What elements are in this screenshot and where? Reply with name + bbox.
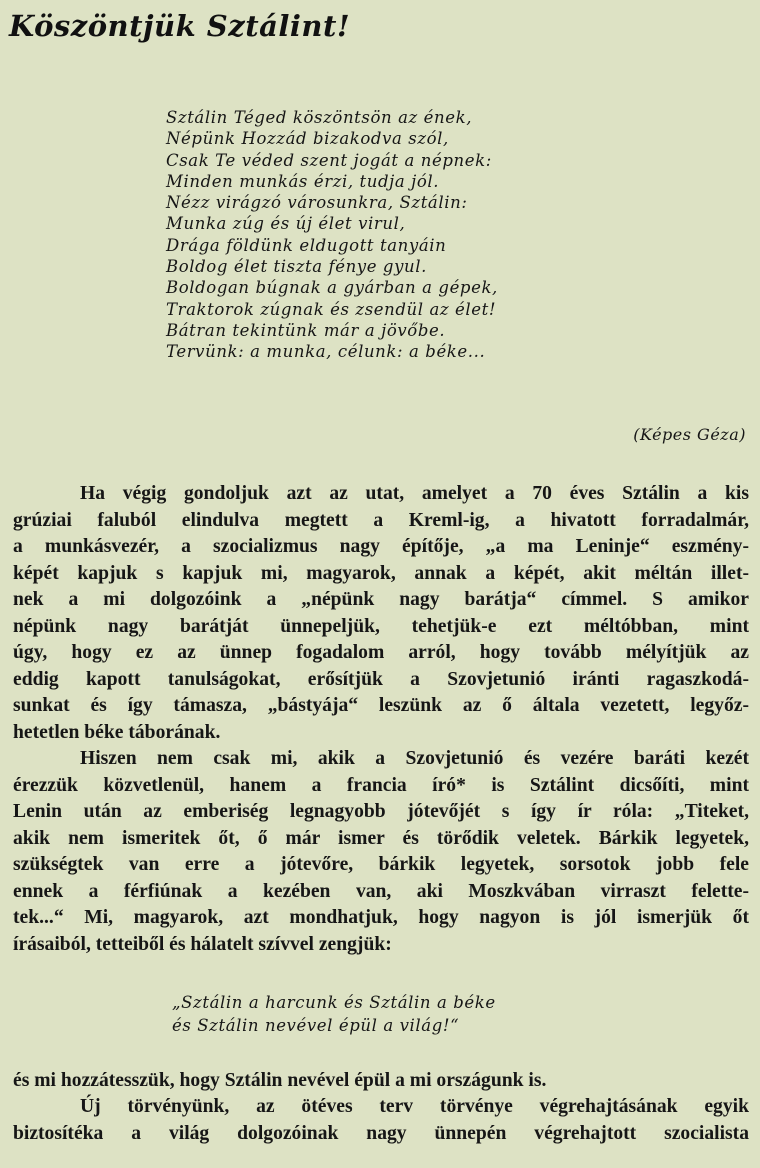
paragraph-line: és mi hozzátesszük, hogy Sztálin nevével épül a mi országunk is.: [13, 1070, 547, 1091]
poem-line: Csak Te véded szent jogát a népnek:: [166, 150, 492, 170]
article-title: Köszöntjük Sztálint!: [9, 9, 351, 43]
poem-line: Minden munkás érzi, tudja jól.: [166, 171, 440, 191]
poem-line: Bátran tekintünk már a jövőbe.: [166, 320, 446, 340]
paragraph-1: [13, 481, 749, 746]
paragraph-line: grúziai faluból elindulva megtett a Kreml-ig, a hivatott forradalmár,: [13, 509, 749, 531]
paragraph-line: Lenin után az emberiség legnagyobb jótevőjét s így ír róla: „Titeket,: [13, 801, 749, 822]
paragraph-line: ennek a férfiúnak a kezében van, aki Moszkvában virraszt felette-: [13, 880, 749, 902]
paragraph-4: [13, 1094, 749, 1147]
quote-line: „Sztálin a harcunk és Sztálin a béke: [172, 993, 496, 1012]
quote-line: és Sztálin nevével épül a világ!“: [172, 1016, 460, 1035]
paragraph-line: Ha végig gondoljuk azt az utat, amelyet a 70 éves Sztálin a kis: [80, 483, 749, 504]
poem-line: Nézz virágzó városunkra, Sztálin:: [166, 193, 468, 213]
poem-attribution: (Képes Géza): [633, 425, 746, 444]
poem-line: Traktorok zúgnak és zsendül az élet!: [166, 299, 497, 319]
paragraph-line: tek...“ Mi, magyarok, azt mondhatjuk, hogy nagyon is jól ismerjük őt: [13, 907, 749, 928]
paragraph-line: eddig kapott tanulságokat, erősítjük a Szovjetunió iránti ragaszkodá-: [13, 668, 749, 690]
paragraph-line: biztosítéka a világ dolgozóinak nagy ünnepén végrehajtott szocialista: [13, 1122, 749, 1144]
poem-line: Tervünk: a munka, célunk: a béke...: [166, 342, 486, 362]
paragraph-3: [13, 1068, 749, 1095]
paragraph-line: hetetlen béke táborának.: [13, 721, 221, 743]
poem-line: Boldog élet tiszta fénye gyul.: [166, 257, 427, 277]
paragraph-line: érezzük közvetlenül, hanem a francia író* is Sztálint dicsőíti, mint: [13, 774, 749, 796]
paragraph-line: Hiszen nem csak mi, akik a Szovjetunió és vezére baráti kezét: [80, 748, 749, 769]
paragraph-line: népünk nagy barátját ünnepeljük, tehetjük-e ezt méltóbban, mint: [13, 615, 749, 637]
poem-line: Boldogan búgnak a gyárban a gépek,: [166, 278, 498, 298]
paragraph-line: úgy, hogy ez az ünnep fogadalom arról, hogy tovább mélyítjük az: [13, 642, 749, 663]
paragraph-line: nek a mi dolgozóink a „népünk nagy barátja“ címmel. S amikor: [13, 589, 749, 610]
paragraph-line: sunkat és így támasza, „bástyája“ leszünk az ő általa vezetett, legyőz-: [13, 695, 749, 716]
paragraph-line: akik nem ismeritek őt, ő már ismer és törődik veletek. Bárkik legyetek,: [13, 827, 749, 849]
quote: [172, 991, 496, 1037]
poem: [166, 107, 756, 363]
poem-line: Munka zúg és új élet virul,: [166, 214, 406, 234]
poem-line: Sztálin Téged köszöntsön az ének,: [166, 108, 473, 127]
paragraph-line: Új törvényünk, az ötéves terv törvénye végrehajtásának egyik: [80, 1096, 749, 1117]
poem-line: Népünk Hozzád bizakodva szól,: [166, 129, 449, 149]
paragraph-line: írásaiból, tetteiből és hálatelt szívvel zengjük:: [13, 933, 392, 955]
paragraph-line: a munkásvezér, a szocializmus nagy építője, „a ma Leninje“ eszmény-: [13, 536, 749, 557]
paragraph-2: [13, 746, 749, 958]
poem-line: Drága földünk eldugott tanyáin: [166, 235, 447, 255]
paragraph-line: képét kapjuk s kapjuk mi, magyarok, annak a képét, akit méltán illet-: [13, 562, 749, 584]
paragraph-line: szükségtek van erre a jótevőre, bárkik legyetek, sorsotok jobb fele: [13, 854, 749, 875]
